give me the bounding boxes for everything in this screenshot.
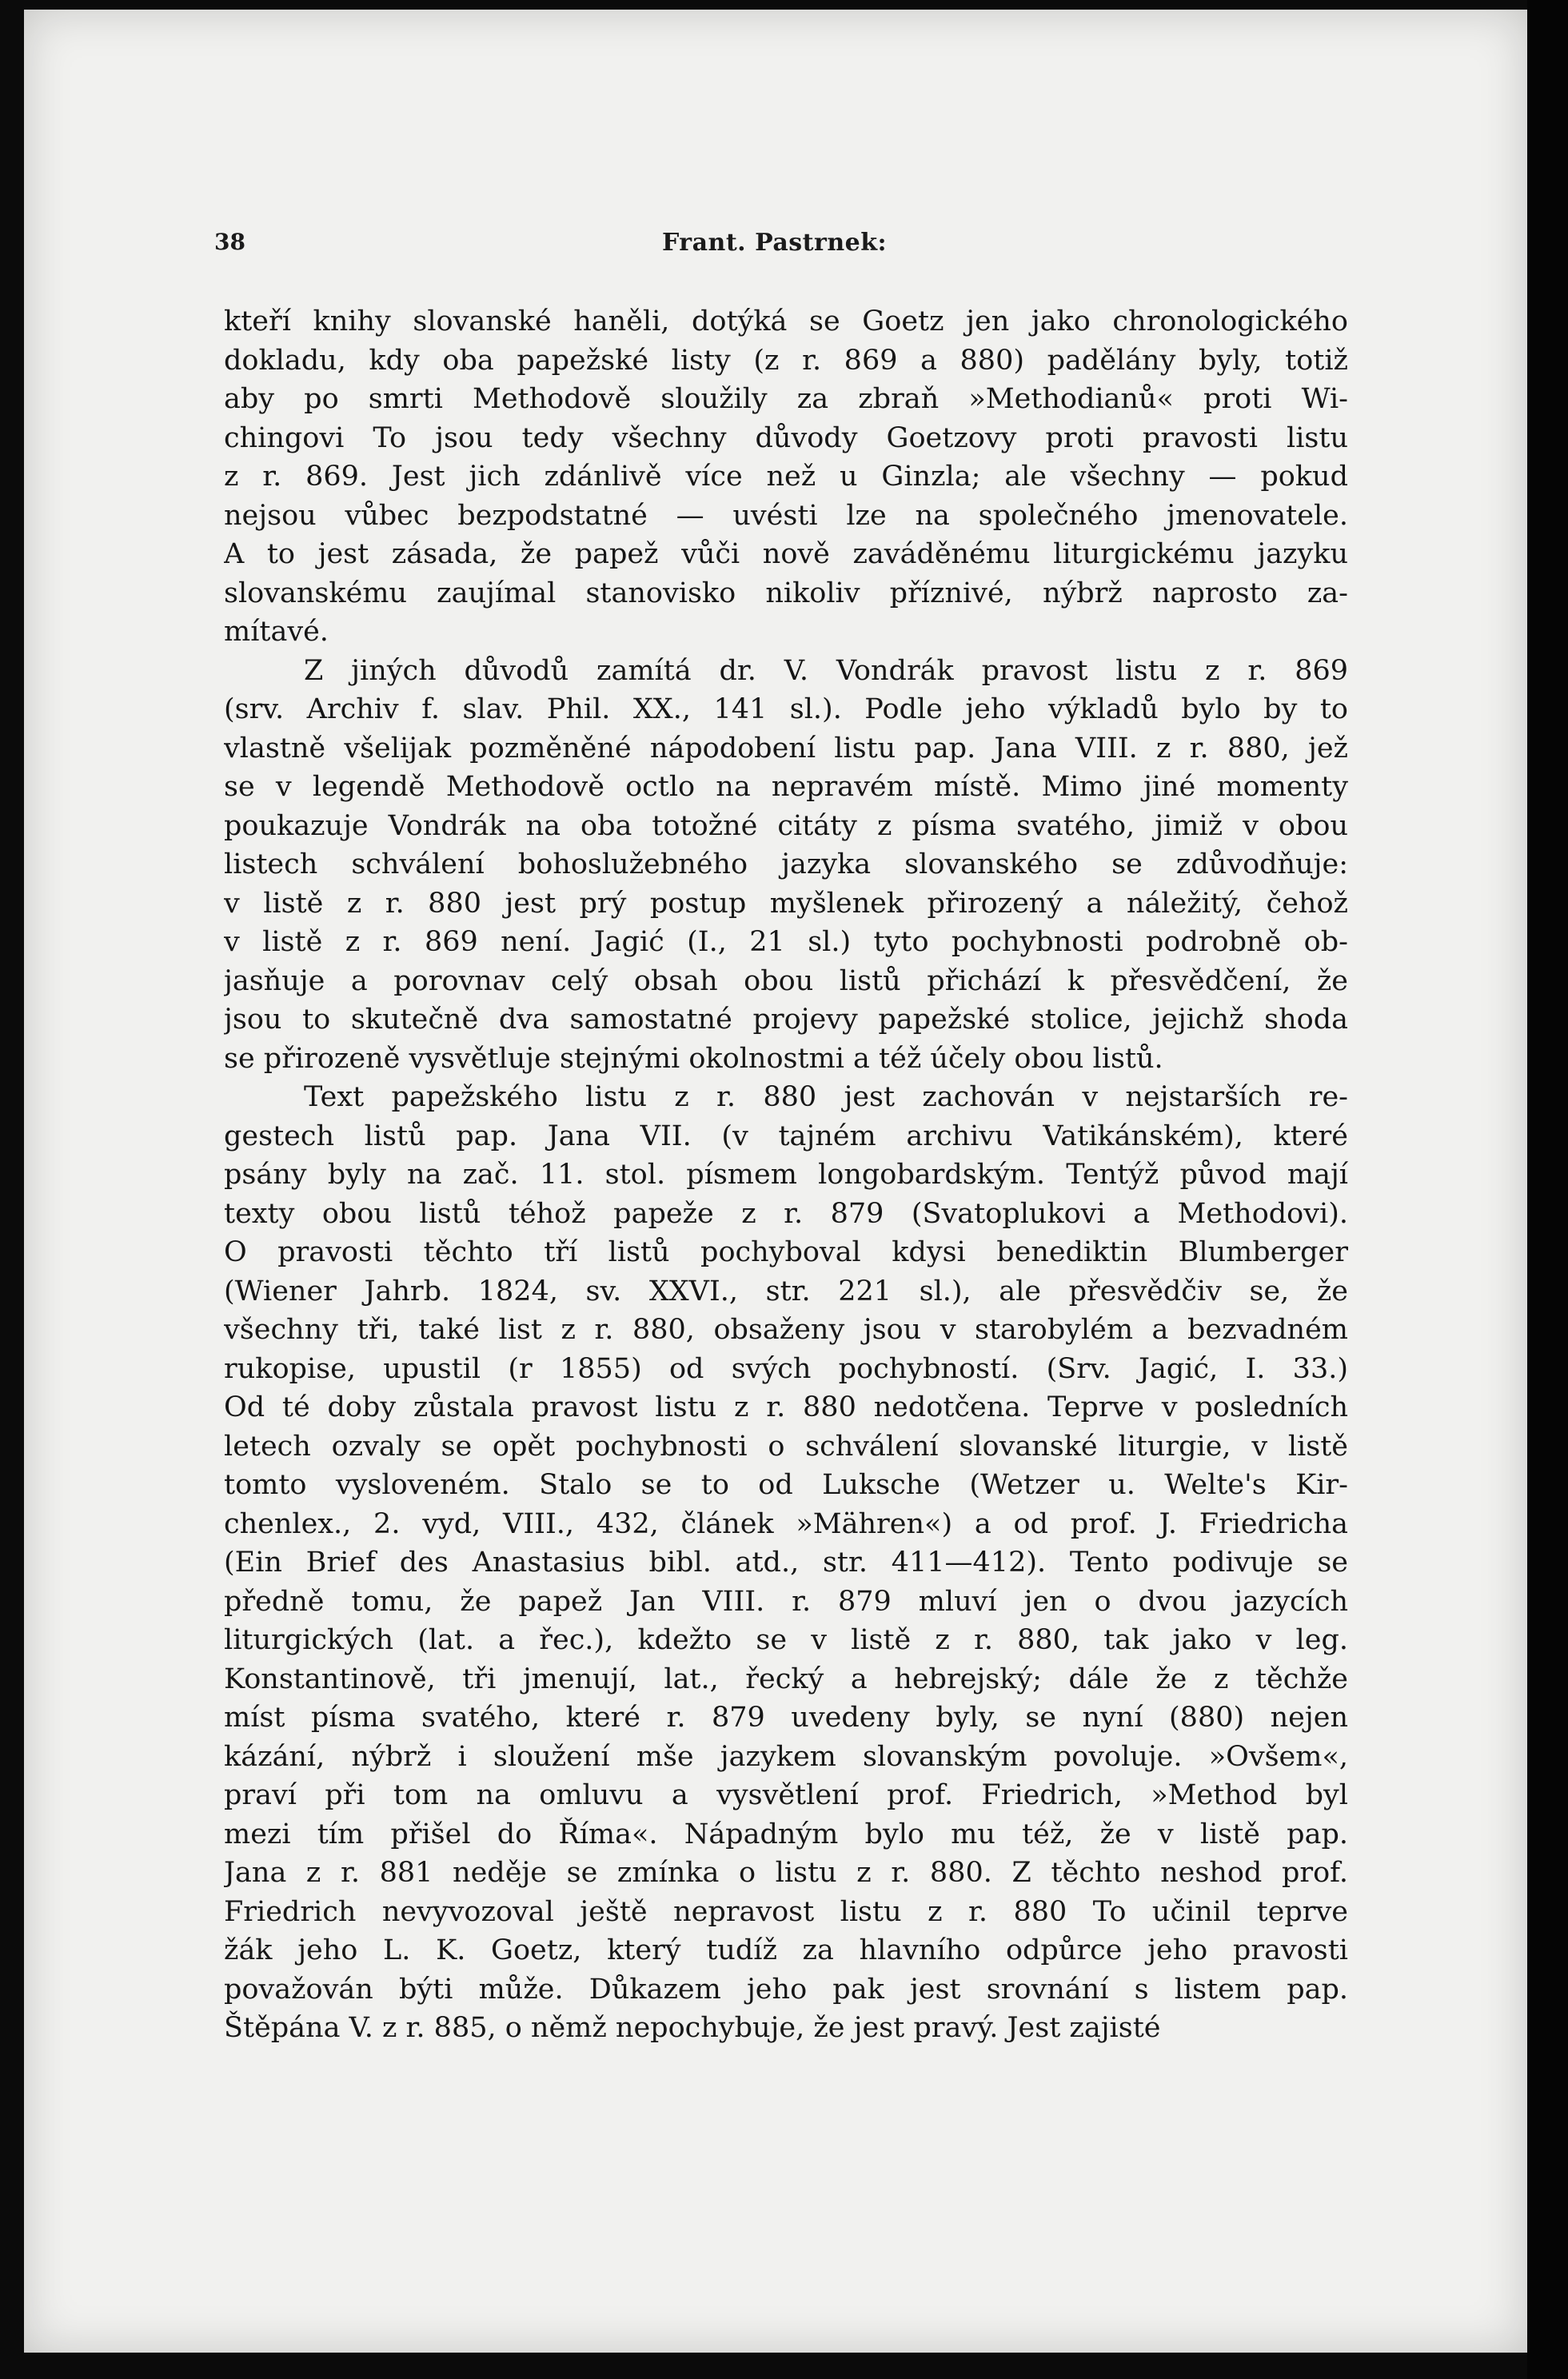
scan-edge (1527, 0, 1568, 2379)
text-line: v listě z r. 880 jest prý postup myšlenek přirozený a náležitý, čehož (224, 887, 1348, 920)
page-number: 38 (214, 229, 245, 255)
text-line: vlastně všelijak pozměněné nápodobení listu pap. Jana VIII. z r. 880, jež (224, 732, 1348, 764)
body-text (224, 302, 1348, 2048)
text-line: chingovi To jsou tedy všechny důvody Goetzovy proti pravosti listu (224, 421, 1348, 454)
text-line: aby po smrti Methodově sloužily za zbraň »Methodianů« proti Wi- (224, 383, 1348, 415)
text-line: poukazuje Vondrák na oba totožné citáty z písma svatého, jimiž v obou (224, 809, 1348, 842)
text-line: míst písma svatého, které r. 879 uvedeny byly, se nyní (880) nejen (224, 1702, 1348, 1734)
text-line: všechny tři, také list z r. 880, obsaženy jsou v starobylém a bezvadném (224, 1314, 1348, 1346)
text-line: předně tomu, že papež Jan VIII. r. 879 mluví jen o dvou jazycích (224, 1585, 1348, 1618)
text-line: O pravosti těchto tří listů pochyboval kdysi benediktin Blumberger (224, 1236, 1348, 1268)
text-line: kázání, nýbrž i sloužení mše jazykem slovanským povoluje. »Ovšem«, (224, 1740, 1348, 1773)
text-line: v listě z r. 869 není. Jagić (I., 21 sl.) tyto pochybnosti podrobně ob- (224, 926, 1348, 958)
text-line: Štěpána V. z r. 885, o němž nepochybuje, že jest pravý. Jest zajisté (224, 2012, 1161, 2044)
text-line: Od té doby zůstala pravost listu z r. 880 nedotčena. Teprve v posledních (224, 1391, 1348, 1423)
text-line: jsou to skutečně dva samostatné projevy papežské stolice, jejichž shoda (224, 1004, 1348, 1036)
text-line: psány byly na zač. 11. stol. písmem longobardským. Tentýž původ mají (224, 1159, 1348, 1191)
text-line: žák jeho L. K. Goetz, který tudíž za hlavního odpůrce jeho pravosti (224, 1934, 1348, 1966)
running-head: Frant. Pastrnek: (662, 229, 888, 257)
text-line: se v legendě Methodově octlo na nepravém místě. Mimo jiné momenty (224, 771, 1348, 803)
text-line: z r. 869. Jest jich zdánlivě více než u Ginzla; ale všechny — pokud (224, 461, 1348, 493)
text-line: letech ozvaly se opět pochybnosti o schválení slovanské liturgie, v listě (224, 1430, 1348, 1463)
text-line: A to jest zásada, že papež vůči nově zaváděnému liturgickému jazyku (224, 538, 1348, 570)
text-line: listech schválení bohoslužebného jazyka slovanského se zdůvodňuje: (224, 848, 1348, 880)
text-line: Text papežského listu z r. 880 jest zachován v nejstarších re- (304, 1081, 1348, 1113)
text-line: mezi tím přišel do Říma«. Nápadným bylo mu též, že v listě pap. (224, 1818, 1348, 1850)
text-line: texty obou listů téhož papeže z r. 879 (Svatoplukovi a Methodovi). (224, 1197, 1348, 1230)
text-line: gestech listů pap. Jana VII. (v tajném archivu Vatikánském), které (224, 1120, 1348, 1152)
text-line: se přirozeně vysvětluje stejnými okolnostmi a též účely obou listů. (224, 1042, 1163, 1075)
text-line: Jana z r. 881 neděje se zmínka o listu z r. 880. Z těchto neshod prof. (224, 1857, 1348, 1889)
text-line: jasňuje a porovnav celý obsah obou listů přichází k přesvědčení, že (224, 964, 1348, 997)
text-line: Friedrich nevyvozoval ještě nepravost listu z r. 880 To učinil teprve (224, 1895, 1348, 1928)
text-line: chenlex., 2. vyd, VIII., 432, článek »Mähren«) a od prof. J. Friedricha (224, 1507, 1348, 1540)
page-header (214, 229, 1350, 261)
text-line: liturgických (lat. a řec.), kdežto se v listě z r. 880, tak jako v leg. (224, 1624, 1348, 1656)
text-line: považován býti může. Důkazem jeho pak jest srovnání s listem pap. (224, 1973, 1348, 2006)
text-line: (Wiener Jahrb. 1824, sv. XXVI., str. 221 sl.), ale přesvědčiv se, že (224, 1275, 1348, 1307)
text-line: Konstantinově, tři jmenují, lat., řecký a hebrejský; dále že z těchže (224, 1663, 1348, 1695)
text-line: dokladu, kdy oba papežské listy (z r. 869 a 880) padělány byly, totiž (224, 344, 1348, 377)
text-line: Z jiných důvodů zamítá dr. V. Vondrák pravost listu z r. 869 (304, 654, 1348, 687)
text-line: praví při tom na omluvu a vysvětlení prof. Friedrich, »Method byl (224, 1779, 1348, 1811)
text-line: (srv. Archiv f. slav. Phil. XX., 141 sl.). Podle jeho výkladů bylo by to (224, 693, 1348, 725)
text-line: kteří knihy slovanské haněli, dotýká se Goetz jen jako chronologického (224, 305, 1348, 337)
text-line: mítavé. (224, 616, 329, 648)
text-line: nejsou vůbec bezpodstatné — uvésti lze na společného jmenovatele. (224, 499, 1348, 532)
text-line: slovanskému zaujímal stanovisko nikoliv příznivé, nýbrž naprosto za- (224, 577, 1348, 609)
text-line: (Ein Brief des Anastasius bibl. atd., str. 411—412). Tento podivuje se (224, 1547, 1348, 1579)
text-line: tomto vysloveném. Stalo se to od Luksche (Wetzer u. Welte's Kir- (224, 1469, 1348, 1501)
text-line: rukopise, upustil (r 1855) od svých pochybností. (Srv. Jagić, I. 33.) (224, 1352, 1348, 1385)
